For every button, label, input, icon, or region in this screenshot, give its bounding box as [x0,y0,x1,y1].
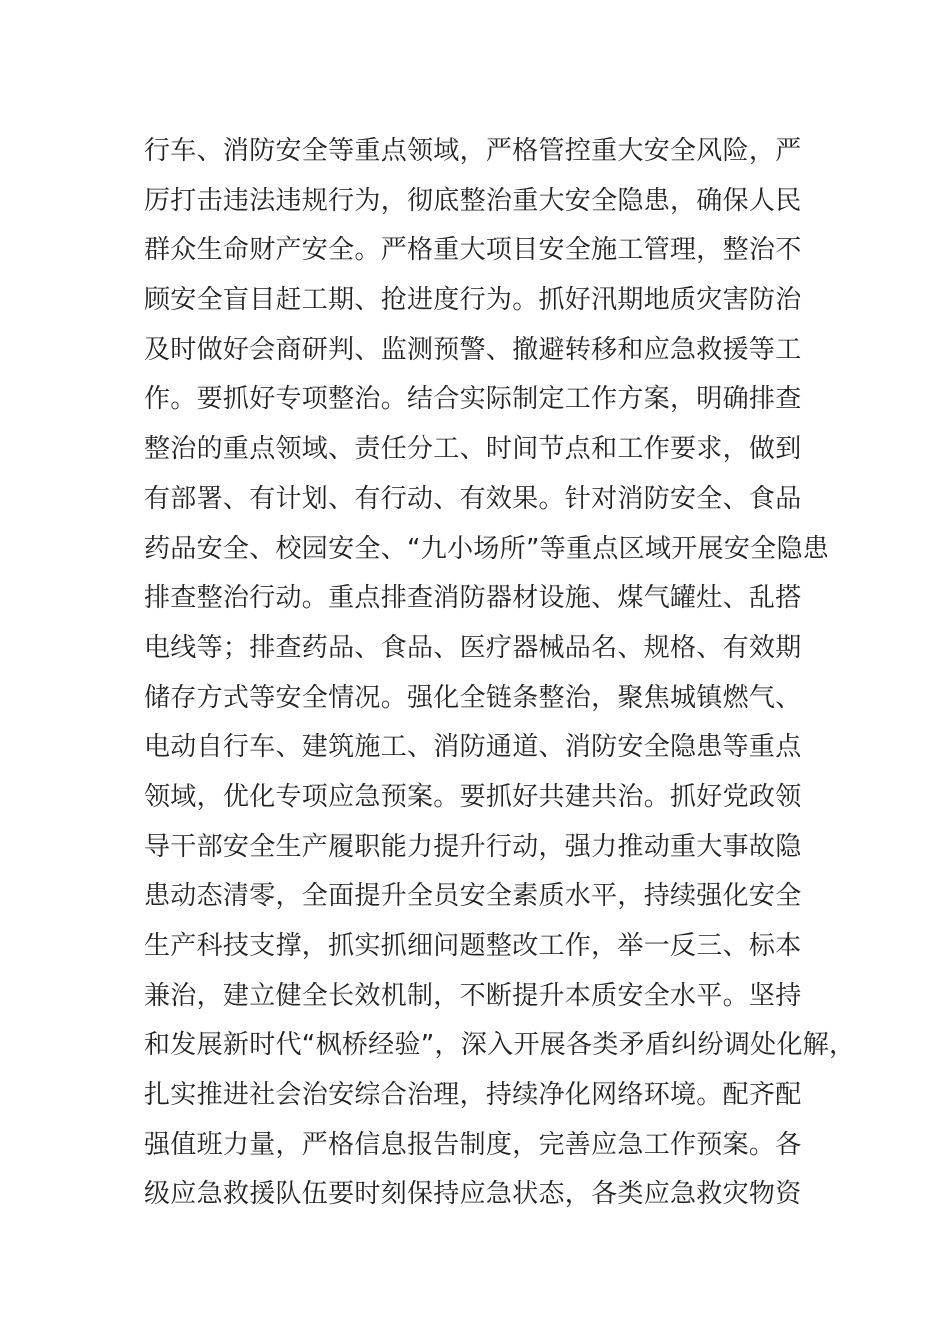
text-line: 群众生命财产安全。严格重大项目安全施工管理，整治不 [144,235,802,266]
text-line: 强值班力量，严格信息报告制度，完善应急工作预案。各 [144,1129,802,1160]
text-line: 作。要抓好专项整治。结合实际制定工作方案，明确排查 [144,384,802,415]
text-line: 厉打击违法违规行为，彻底整治重大安全隐患，确保人民 [144,185,802,216]
text-line: 电线等；排查药品、食品、医疗器械品名、规格、有效期 [144,632,802,663]
text-line: 扎实推进社会治安综合治理，持续净化网络环境。配齐配 [144,1080,802,1111]
text-line: 电动自行车、建筑施工、消防通道、消防安全隐患等重点 [144,732,802,763]
text-line: 患动态清零，全面提升全员安全素质水平，持续强化安全 [144,881,802,912]
text-line: 兼治，建立健全长效机制，不断提升本质安全水平。坚持 [144,980,802,1011]
text-line: 及时做好会商研判、监测预警、撤避转移和应急救援等工 [144,334,802,365]
body-text [144,127,856,1220]
text-line: 行车、消防安全等重点领域，严格管控重大安全风险，严 [144,136,802,166]
text-line: 药品安全、校园安全、“九小场所”等重点区域开展安全隐患 [144,533,830,564]
text-line: 顾安全盲目赶工期、抢进度行为。抓好汛期地质灾害防治 [144,285,802,316]
text-line: 有部署、有计划、有行动、有效果。针对消防安全、食品 [144,483,802,514]
text-line: 储存方式等安全情况。强化全链条整治，聚焦城镇燃气、 [144,682,802,713]
text-line: 排查整治行动。重点排查消防器材设施、煤气罐灶、乱搭 [144,583,802,614]
text-line: 生产科技支撑，抓实抓细问题整改工作，举一反三、标本 [144,931,802,961]
text-line: 和发展新时代“枫桥经验”，深入开展各类矛盾纠纷调处化解， [144,1030,856,1061]
text-line: 领域，优化专项应急预案。要抓好共建共治。抓好党政领 [144,781,802,812]
text-line: 导干部安全生产履职能力提升行动，强力推动重大事故隐 [144,831,802,862]
text-line: 整治的重点领域、责任分工、时间节点和工作要求，做到 [144,434,802,465]
text-line: 级应急救援队伍要时刻保持应急状态，各类应急救灾物资 [144,1179,802,1210]
